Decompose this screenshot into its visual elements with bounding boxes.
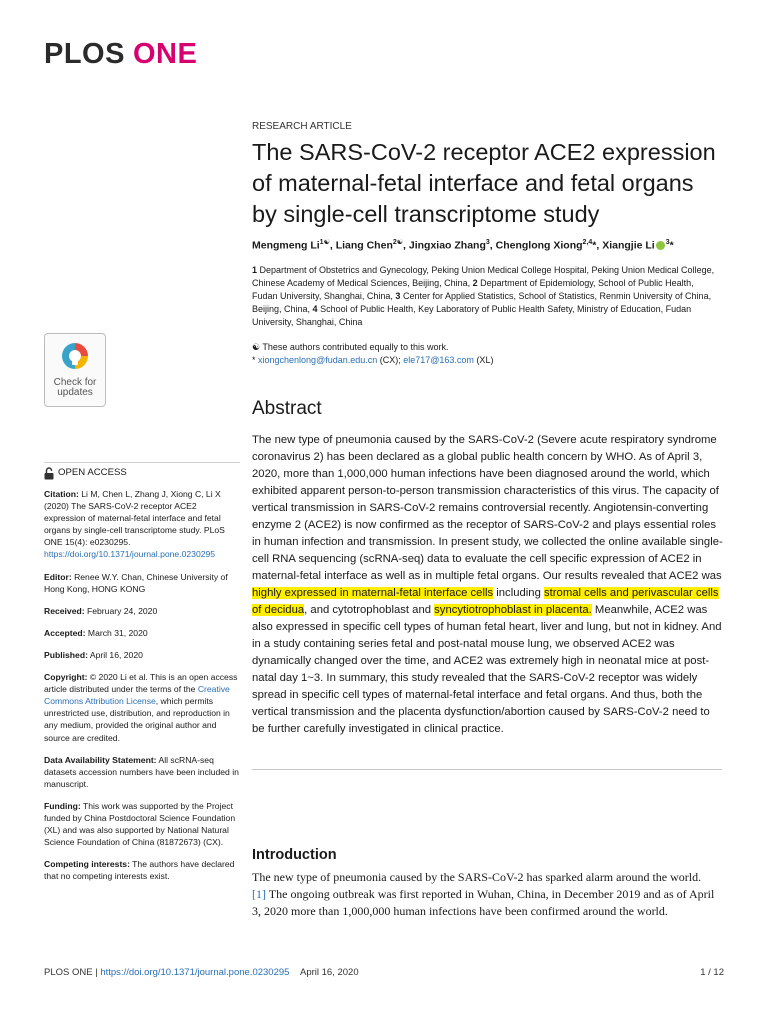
author-notes — [252, 341, 722, 367]
abstract-text: The new type of pneumonia caused by the SARS-CoV-2 (Severe acute respiratory syndrome coronavirus 2) has been declared as a global public health concern by WHO. As of April 3, 2020, more than 1,000,000 human infections have been diagnosed around the world, which exhibited apparent person-to-person transmission characteristics of this virus. The capacity of vertical transmission in SARS-CoV-2 remains controversial recently. Angiotensin-converting enzyme 2 (ACE2) is now confirmed as the receptor of SARS-CoV-2 and plays essential roles in human infection and transmission. In present study, we collected the online available single-cell RNA sequencing (scRNA-seq) data to evaluate the cell specific expression of ACE2 in maternal-fetal interface as well as in multiple fetal organs. Our results revealed that ACE2 was highly expressed in maternal-fetal interface cells including stromal cells and perivascular cells of decidua, and cytotrophoblast and syncytiotrophoblast in placenta. Meanwhile, ACE2 was also expressed in specific cell types of human fetal heart, liver and lung, but not in kidney. And in a study containing series fetal and post-natal mouse lung, we observed ACE2 was dynamically changed over the time, and ACE2 was extremely high in neonatal mice at post-natal day 1~3. In summary, this study revealed that the SARS-CoV-2 receptor was widely spread in specific cell types of maternal-fetal interface and fetal organs. And thus, both the vertical transmission and the placenta dysfunction/abortion caused by SARS-CoV-2 need to be further carefully investigated in clinical practice. — [252, 434, 723, 735]
accepted-date: Accepted: March 31, 2020 — [44, 627, 148, 638]
author-list: Mengmeng $Li^{1☯}$, Liang Chen$^{2☯}$, Jingxiao Zhang$^3$, Chenglong Xiong$^{2,4}$*, Xiangjie Li $^3$* — [252, 239, 674, 252]
copyright: Copyright: © 2020 Li et al. This is an open access article distributed under the terms of the Creative Commons Attribution License, which permits unrestricted use, distribution, and reproduction in any medium, provided the original author and source are credited. — [44, 672, 238, 743]
citation: Citation: Li M, Chen L, Zhang J, Xiong C, Li X (2020) The SARS-CoV-2 receptor ACE2 expression of maternal-fetal interface and fetal organs by single-cell transcriptome study. PLoS ONE 15(4): e0230295. https://doi.org/10.1371/journal.pone.0230295 — [44, 489, 225, 560]
introduction-heading: Introduction — [252, 847, 337, 863]
received-date: Received: February 24, 2020 — [44, 605, 158, 616]
data-availability: Data Availability Statement: All scRNA-seq datasets accession numbers have been included in manuscript. — [44, 754, 239, 789]
page-footer: PLOS ONE | https://doi.org/10.1371/journal.pone.0230295 April 16, 2020 1 / 12 — [44, 967, 724, 978]
author-name[interactable]: Xiangjie Li — [602, 239, 655, 252]
logo-plos: PLOS — [44, 38, 125, 70]
article-info-sidebar — [44, 462, 240, 892]
journal-logo[interactable] — [44, 38, 197, 71]
sidebar-divider — [44, 462, 240, 463]
author-name[interactable]: Liang Chen — [335, 239, 393, 252]
highlight: syncytiotrophoblast in placenta. — [434, 604, 592, 616]
author-name[interactable]: Mengmeng Li — [252, 239, 320, 252]
citation-doi-link[interactable]: https://doi.org/10.1371/journal.pone.0230295 — [44, 549, 216, 560]
article-type-label: RESEARCH ARTICLE — [252, 121, 352, 132]
badge-label: Check for updates — [53, 377, 97, 398]
corresponding-emails: * xiongchenlong@fudan.edu.cn (CX); ele717@163.com (XL) — [252, 355, 494, 365]
affiliations: 1 Department of Obstetrics and Gynecology, Peking Union Medical College Hospital, Peking Union Medical College, Chinese Academy of Medical Sciences, Beijing, China, 2 Department of Epidemiology, School of Public Health, Fudan University, Shanghai, China, 3 Center for Applied Statistics, School of Statistics, Renmin University of China, Beijing, China, 4 School of Public Health, Key Laboratory of Public Health Safety, Ministry of Education, Fudan University, Shanghai, China — [252, 265, 715, 327]
footer-date: April 16, 2020 — [300, 967, 359, 978]
author-name[interactable]: Chenglong Xiong — [495, 239, 583, 252]
email-link[interactable]: ele717@163.com — [403, 355, 474, 365]
footer-doi-link[interactable]: https://doi.org/10.1371/journal.pone.0230295 — [100, 967, 290, 978]
page-number: 1 / 12 — [700, 967, 724, 978]
license-link[interactable]: Creative Commons Attribution License — [44, 684, 230, 707]
reference-link[interactable]: [1] — [252, 887, 266, 901]
check-for-updates-icon — [59, 340, 91, 376]
author-name[interactable]: Jingxiao Zhang — [408, 239, 486, 252]
highlight: stromal cells and perivascular cells of decidua — [252, 587, 719, 616]
equal-contribution-note: ☯ These authors contributed equally to this work. — [252, 342, 449, 352]
published-date: Published: April 16, 2020 — [44, 649, 143, 660]
article-title: The SARS-CoV-2 receptor ACE2 expression of maternal-fetal interface and fetal organs by single-cell transcriptome study — [252, 139, 716, 227]
open-access-label: OPEN ACCESS — [44, 467, 240, 480]
email-link[interactable]: xiongchenlong@fudan.edu.cn — [258, 355, 378, 365]
competing-interests: Competing interests: The authors have declared that no competing interests exist. — [44, 859, 235, 882]
abstract-heading: Abstract — [252, 398, 322, 419]
open-lock-icon — [44, 467, 54, 480]
introduction-text: The new type of pneumonia caused by the SARS-CoV-2 has sparked alarm around the world. [1] The ongoing outbreak was first reported in Wuhan, China, in December 2019 and as of April 3, 2020 more than 1,000,000 human infections have been confirmed around the world. — [252, 870, 715, 918]
logo-one: ONE — [132, 38, 198, 70]
editor: Editor: Renee W.Y. Chan, Chinese University of Hong Kong, HONG KONG — [44, 571, 228, 594]
highlight: highly expressed in maternal-fetal interface cells — [252, 587, 494, 599]
equal-contribution-icon: ☯ — [252, 342, 263, 352]
funding: Funding: This work was supported by the Project funded by China Postdoctoral Science Foundation (XL) and was also supported by National Natural Science Foundation of China (81872673) (CX). — [44, 800, 236, 848]
abstract-divider — [252, 769, 722, 770]
check-for-updates-badge[interactable] — [44, 333, 106, 407]
orcid-icon[interactable] — [656, 241, 665, 250]
